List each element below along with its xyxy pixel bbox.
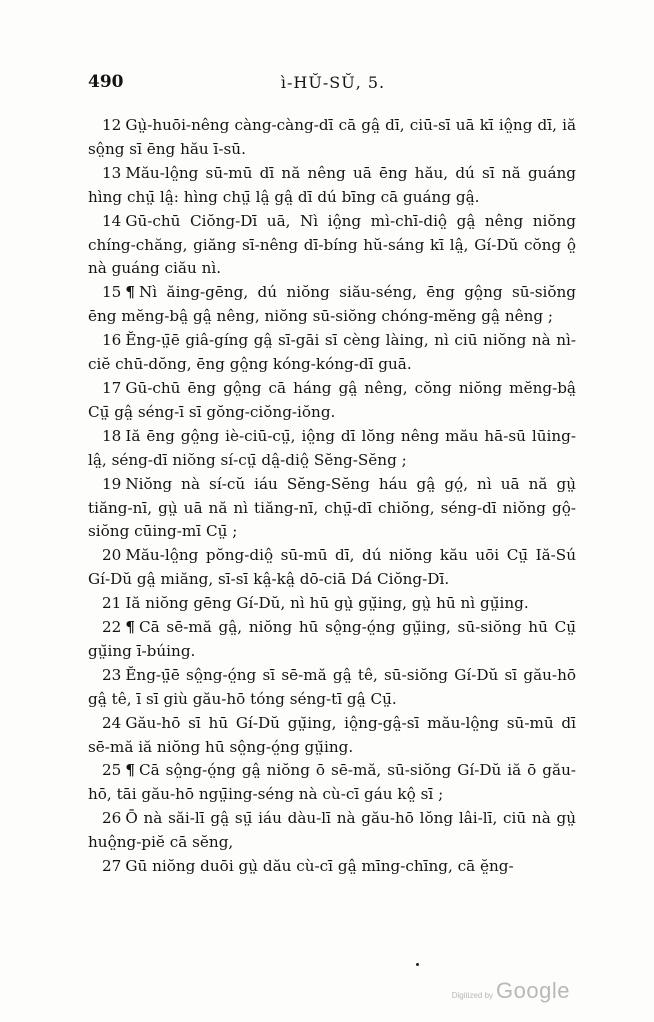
verse-paragraph: [88, 759, 576, 807]
verse-paragraph: [88, 616, 576, 664]
verse-body: Gău-hō sī hū Gí-Dŭ gṳ̆ing, iô̤ng-gâ̤-sī mău-lô̤ng sū-mū dī sē-mă iă niŏng hū sô̤ng-ó̤ng gṳ̆ing.: [88, 713, 576, 756]
verse-paragraph: [88, 855, 576, 879]
verse-paragraph: [88, 664, 576, 712]
verse-number: 17: [102, 378, 122, 397]
verse-paragraph: [88, 329, 576, 377]
verse-paragraph: [88, 712, 576, 760]
verse-paragraph: [88, 544, 576, 592]
verse-text-block: [88, 114, 576, 879]
ink-speck: [416, 963, 419, 966]
verse-number: 12: [102, 116, 122, 134]
verse-number: 13: [102, 163, 122, 182]
verse-body: Gū-chū Ciŏng-Dī uā, Nì iô̤ng mì-chī-diô̤ gâ̤ nêng niŏng chíng-chăng, giăng sī-nêng dī-bíng hŭ-sáng kī lâ̤, Gí-Dŭ cŏng ô̤ nà guáng ciău nì.: [88, 211, 576, 278]
digitized-watermark: [452, 978, 570, 1004]
verse-body: Iă ēng gô̤ng iè-ciū-cṳ̄, iô̤ng dī lŏng nêng mău hā-sū lūing-lâ̤, séng-dī niŏng sí-cṳ̄ dâ̤-diô̤ Sĕng-Sĕng ;: [88, 426, 576, 469]
verse-number: 22: [102, 618, 122, 637]
page-number: 490: [88, 72, 124, 92]
verse-body: Gū-chū ēng gô̤ng cā háng gâ̤ nêng, cŏng niŏng mĕng-bâ̤ Cṳ̄ gâ̤ séng-ī sī gŏng-ciŏng-iŏng.: [88, 378, 576, 421]
verse-number: 25: [102, 761, 122, 780]
verse-paragraph: [88, 281, 576, 329]
verse-paragraph: [88, 592, 576, 616]
verse-body: Ĕng-ṳ̄ē giâ-gíng gâ̤ sī-gāi sī cèng làing, nì ciū niŏng nà nì-ciĕ chū-dŏng, ēng gô̤ng kóng-kóng-dī guā.: [88, 331, 576, 374]
digitized-by-label: Digitized by: [451, 991, 494, 1000]
verse-body: Niŏng nà sí-cŭ iáu Sĕng-Sĕng háu gâ̤ gó̤, nì uā nă gṳ̀ tiăng-nī, gṳ̀ uā nă nì tiăng-nī, chṳ̄-dī chiŏng, séng-dī niŏng gô̤-siŏng cūing-mī Cṳ̄ ;: [88, 474, 576, 541]
pilcrow-mark: ¶: [125, 618, 135, 637]
verse-number: 26: [102, 809, 122, 828]
verse-number: 16: [102, 331, 122, 350]
verse-body: Iă niŏng gēng Gí-Dŭ, nì hū gṳ̀ gṳ̆ing, gṳ̀ hū nì gṳ̆ing.: [125, 594, 529, 613]
verse-body: Cā sô̤ng-ó̤ng gâ̤ niŏng ō sē-mă, sū-siŏng Gí-Dŭ iă ō gău-hō, tāi gău-hō ngṳ̄ing-séng nà cù-cī gáu kô̤ sī ;: [88, 761, 576, 804]
verse-number: 19: [102, 474, 122, 493]
verse-paragraph: [88, 114, 576, 162]
running-head: ì-HŬ-SŬ, 5.: [280, 73, 386, 92]
verse-body: Nì ăing-gēng, dú niŏng siău-séng, ēng gô̤ng sū-siŏng ēng mĕng-bâ̤ gâ̤ nêng, niŏng sū-siŏng chóng-mĕng gâ̤ nêng ;: [88, 283, 576, 326]
verse-paragraph: [88, 377, 576, 425]
verse-paragraph: [88, 425, 576, 473]
verse-paragraph: [88, 210, 576, 282]
page-header: [88, 72, 578, 98]
verse-number: 21: [102, 594, 122, 613]
verse-number: 24: [102, 713, 122, 732]
pilcrow-mark: ¶: [125, 283, 135, 302]
verse-number: 14: [102, 211, 122, 230]
verse-number: 18: [102, 426, 122, 445]
verse-body: Cā sē-mă gâ̤, niŏng hū sô̤ng-ó̤ng gṳ̆ing, sū-siŏng hū Cṳ̄ gṳ̆ing ī-búing.: [88, 618, 576, 660]
verse-body: Ō nà săi-lī gâ̤ sṳ̄ iáu dàu-lī nà gău-hō lŏng lâi-lī, ciū nà gṳ̀ huô̤ng-piĕ cā sĕng,: [88, 809, 576, 852]
verse-number: 27: [102, 857, 122, 876]
verse-body: Mău-lô̤ng sū-mū dī nă nêng uā ēng hău, dú sī nă guáng hìng chṳ̄ lâ̤: hìng chṳ̄ lâ̤ gâ̤ dī dú bīng cā guáng gâ̤.: [88, 163, 576, 206]
verse-number: 20: [102, 546, 122, 565]
verse-number: 15: [102, 283, 122, 302]
verse-paragraph: [88, 473, 576, 545]
verse-body: Gṳ̀-huōi-nêng càng-càng-dī cā gâ̤ dī, ciū-sī uā kī iô̤ng dī, iă sô̤ng sī ēng hău ī-sū.: [88, 116, 576, 158]
pilcrow-mark: ¶: [125, 761, 135, 780]
verse-paragraph: [88, 807, 576, 855]
verse-number: 23: [102, 665, 122, 684]
verse-paragraph: [88, 162, 576, 210]
verse-body: Ĕng-ṳ̄ē sô̤ng-ó̤ng sī sē-mă gâ̤ tê, sū-siŏng Gí-Dŭ sī gău-hō gâ̤ tê, ī sī giù gău-hō tóng séng-tī gâ̤ Cṳ̄.: [88, 665, 576, 708]
verse-body: Mău-lô̤ng pŏng-diô̤ sū-mū dī, dú niŏng kău uōi Cṳ̄ Iă-Sú Gí-Dŭ gâ̤ miăng, sī-sī kâ̤-kâ̤ dō-ciā Dá Ciŏng-Dī.: [88, 546, 576, 589]
google-wordmark: Google: [496, 978, 570, 1003]
verse-body: Gū niŏng duōi gṳ̀ dău cù-cī gâ̤ mīng-chīng, cā ĕ̤ng-: [125, 857, 514, 876]
